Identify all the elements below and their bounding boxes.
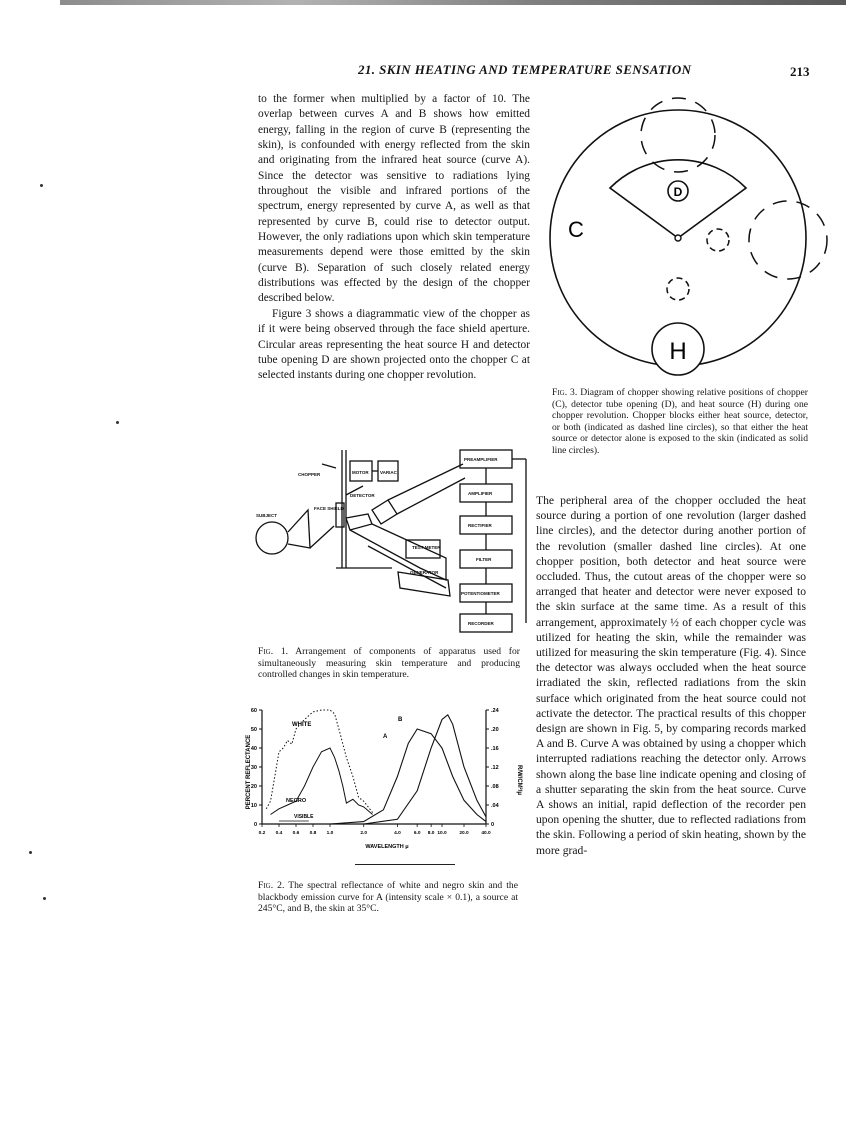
caption-label: Fig. 2. [258,880,285,891]
label-test-meter: TEST METER [412,545,441,550]
label-amplifier: AMPLIFIER [468,491,493,496]
x-tick-label: 0.6 [292,831,300,836]
y2-tick-label: .12 [491,765,499,771]
label-negro: NEGRO [286,798,307,804]
label-preamplifier: PREAMPLIFIER [464,457,498,462]
label-c: C [568,217,584,242]
page-number: 213 [790,64,810,79]
label-recorder: RECORDER [468,621,494,626]
label-filter: FILTER [476,557,492,562]
x-axis-label: WAVELENGTH μ [365,844,409,850]
label-variac: VARIAC [380,470,397,475]
paragraph: to the former when multiplied by a factor of 10. The overlap between curves A and B shows how emitted energy, falling in the region of curve B (representing the skin), is confounded with energy reflected from the skin and originating from the infrared heat source (curve A). Since the detector was sensitive to radiations lying throughout the visible and infrared portions of the spectrum, energy represented by curve A, as well as that represented by curve B, could rise to detector output. However, the only radiations upon which skin temperature measurements depend were those emitted by the skin (curve B). Separation of such closely related energy distributions was effected by the design of the chopper described below. [258,93,530,305]
y-tick-label: 20 [250,784,257,790]
x-tick-label: 10.0 [437,831,447,836]
paragraph: The peripheral area of the chopper occluded the heat source during a portion of one revolution (larger dashed line circles), and the detector during another portion of the revolution (smaller dashed line circles). At one chopper position, both detector and heat source were occluded. Thus, the cutout areas of the chopper were so arranged that heater and detector were never exposed to the skin surface at the same time. As a result of this arrangement, approximately ½ of each chopper cycle was utilized for heating the skin, while the remainder was utilized for measuring the skin temperature (Fig. 4). Since the detector was always occluded when the heat source irradiated the skin, reflected radiations from the skin surface which originated from the heat source could not activate the detector. The practical results of this chopper design are shown in Fig. 5, by comparing records marked A and B. Curve A was obtained by using a chopper which interrupted radiations reaching the detector only. Arrows shown along the base line indicate opening and closing of a shutter separating the skin from the heat source. Curve A shows an initial, rapid deflection of the recorder pen upon opening the shutter, due to reflected radiations from the skin. Following a period of skin heating, shown by the more grad- [536,494,806,857]
footnote-rule [355,864,455,865]
scan-speck [29,851,32,854]
figure-2-spectral-chart [240,700,520,860]
figure-3-caption [552,387,808,457]
y2-tick-label: .08 [491,784,499,790]
figure-2-caption [258,880,518,915]
label-white: WHITE [292,722,312,728]
chart-ticks [251,708,500,836]
y-tick-label: 10 [250,803,257,809]
paragraph: Figure 3 shows a diagrammatic view of the chopper as if it were being observed through the face shield aperture. Circular areas representing the heat source H and detector tube opening D are shown projected onto the chopper C at selected instants during one chopper revolution. [258,307,530,382]
y2-tick-label: .20 [491,727,499,733]
x-tick-label: 8.0 [427,831,435,836]
label-visible: VISIBLE [294,814,314,820]
y-tick-label: 60 [250,708,257,714]
y-axis-label: PERCENT REFLECTANCE [246,734,252,810]
figure-3-chopper-diagram [540,80,840,370]
caption-label: Fig. 1. [258,646,289,657]
right-column [536,493,806,858]
x-tick-label: 20.0 [459,831,469,836]
caption-text: Arrangement of components of apparatus used for simultaneously measuring skin temperature and producing controlled changes in skin temperature. [258,646,520,681]
label-b: B [398,717,403,723]
detector-occluded-circle [707,229,729,251]
label-potentiometer: POTENTIOMETER [461,591,500,596]
y-tick-label: 30 [250,765,257,771]
x-tick-label: 40.0 [481,831,491,836]
figure-1-caption [258,646,520,681]
x-tick-label: 0.4 [275,831,283,836]
y-tick-label: 0 [253,822,257,828]
caption-text: The spectral reflectance of white and negro skin and the blackbody emission curve for A (intensity scale × 0.1), a source at 245°C, and B, the skin at 35°C. [258,880,518,915]
x-tick-label: 4.0 [394,831,401,836]
series-line-negro [271,748,373,815]
x-tick-label: 0.2 [258,831,266,836]
y-tick-label: 40 [250,746,257,752]
heat-source-occluded-circle [749,201,827,279]
x-tick-label: 0.8 [309,831,317,836]
label-face-shield: FACE SHIELD [314,506,344,511]
label-detector: DETECTOR [350,493,375,498]
label-subject: SUBJECT [256,513,278,518]
label-rectifier: RECTIFIER [468,523,492,528]
scan-speck [40,184,43,187]
x-tick-label: 1.0 [326,831,334,836]
y-tick-label: 50 [250,727,257,733]
figure-1-apparatus [250,448,540,643]
scan-edge-artifact [60,0,846,5]
y2-axis-label: R/W/CM²/μ [516,765,522,795]
y2-tick-label: .04 [491,803,499,809]
x-tick-label: 6.0 [413,831,421,836]
x-tick-label: 2.0 [360,831,368,836]
label-motor: MOTOR [352,470,369,475]
label-a: A [383,734,388,740]
y2-tick-label: .16 [491,746,499,752]
label-generator: GENERATOR [410,570,439,575]
left-column [258,92,530,384]
y2-tick-label: 0 [491,822,495,828]
label-h: H [669,338,687,365]
label-chopper: CHOPPER [298,472,321,477]
series-line-white [266,710,372,813]
detector-occluded-circle [667,278,689,300]
y2-tick-label: .24 [491,708,499,714]
label-d: D [673,185,683,199]
running-header: 21. SKIN HEATING AND TEMPERATURE SENSATION [358,62,692,77]
caption-label: Fig. 3. [552,387,578,398]
caption-text: Diagram of chopper showing relative positions of chopper (C), detector tube opening (D), and heat source (H) during one chopper revolution. Chopper blocks either heat source, detector, or both (indicated as dashed line circles), so that either the heat source or detector alone is exposed to the skin (indicated as solid line circles). [552,387,808,456]
scan-speck [116,421,119,424]
scan-speck [43,897,46,900]
